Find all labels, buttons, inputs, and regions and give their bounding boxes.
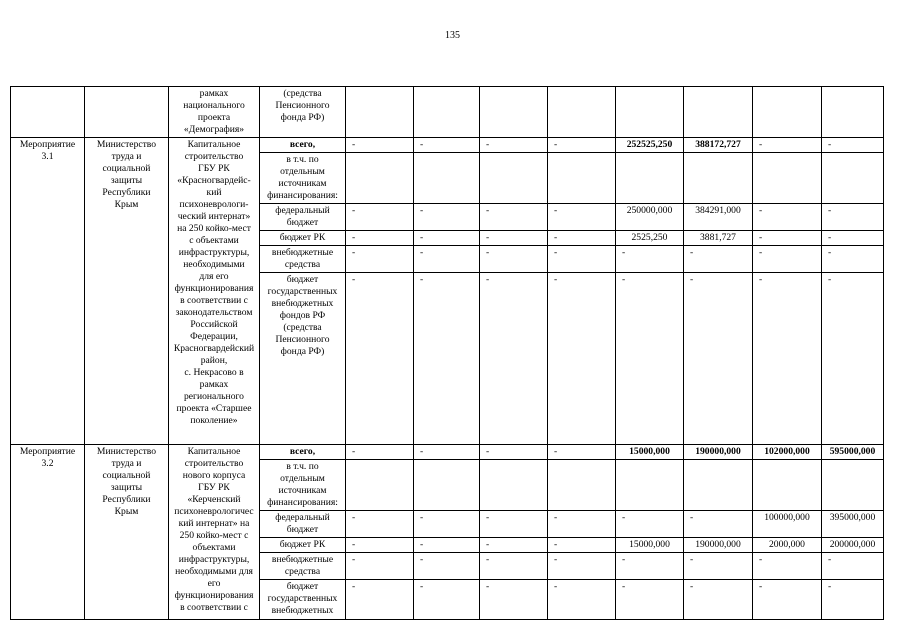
value-cell: -: [753, 273, 822, 445]
value-cell: 595000,000: [822, 445, 884, 460]
value-cell: -: [346, 204, 414, 231]
value-cell: -: [684, 273, 753, 445]
value-cell: -: [616, 580, 684, 620]
value-cell: [548, 460, 616, 511]
fund-source-cell: в т.ч. по отдельным источникам финансирования:: [260, 153, 346, 204]
fund-source-cell: внебюджетные средства: [260, 553, 346, 580]
value-cell: -: [346, 538, 414, 553]
value-cell: -: [753, 580, 822, 620]
value-cell: -: [548, 445, 616, 460]
value-cell: -: [414, 538, 480, 553]
measure-name-cell: Мероприятие 3.1: [11, 138, 85, 445]
value-cell: -: [822, 246, 884, 273]
value-cell: 15000,000: [616, 445, 684, 460]
value-cell: [346, 460, 414, 511]
value-cell: 190000,000: [684, 538, 753, 553]
description-cell: Капитальное строительство ГБУ РК «Красногвардейс- кий психоневрологи- ческий интернат» на 250 койко-мест с объектами инфраструктуры, необходимыми для его функционирования в соответствии с законодательством Российской Федерации, Красногвардейский район, с. Некрасово в рамках регионального проекта «Старшее поколение»: [169, 138, 260, 445]
value-cell: -: [346, 231, 414, 246]
value-cell: [753, 460, 822, 511]
value-cell: -: [616, 273, 684, 445]
value-cell: [480, 87, 548, 138]
value-cell: -: [414, 580, 480, 620]
value-cell: -: [480, 231, 548, 246]
value-cell: [414, 87, 480, 138]
value-cell: 100000,000: [753, 511, 822, 538]
executor-cell: Министерство труда и социальной защиты Республики Крым: [85, 445, 169, 620]
value-cell: [480, 153, 548, 204]
value-cell: [684, 87, 753, 138]
fund-source-cell: бюджет РК: [260, 538, 346, 553]
value-cell: [616, 460, 684, 511]
value-cell: -: [346, 511, 414, 538]
value-cell: [548, 87, 616, 138]
value-cell: -: [480, 273, 548, 445]
value-cell: 102000,000: [753, 445, 822, 460]
value-cell: -: [753, 246, 822, 273]
value-cell: [346, 87, 414, 138]
fund-source-cell: всего,: [260, 445, 346, 460]
value-cell: 384291,000: [684, 204, 753, 231]
value-cell: 2000,000: [753, 538, 822, 553]
value-cell: -: [414, 138, 480, 153]
value-cell: [480, 460, 548, 511]
executor-cell: [85, 87, 169, 138]
value-cell: 15000,000: [616, 538, 684, 553]
value-cell: 250000,000: [616, 204, 684, 231]
value-cell: -: [548, 231, 616, 246]
value-cell: -: [753, 204, 822, 231]
page-number: 135: [445, 30, 460, 41]
value-cell: [414, 460, 480, 511]
fund-source-cell: внебюджетные средства: [260, 246, 346, 273]
value-cell: -: [414, 273, 480, 445]
fund-source-cell: федеральный бюджет: [260, 511, 346, 538]
description-cell: рамках национального проекта «Демография»: [169, 87, 260, 138]
continuation-row: [11, 87, 884, 138]
fund-source-cell: в т.ч. по отдельным источникам финансирования:: [260, 460, 346, 511]
value-cell: 395000,000: [822, 511, 884, 538]
value-cell: 2525,250: [616, 231, 684, 246]
value-cell: -: [822, 138, 884, 153]
description-cell: Капитальное строительство нового корпуса ГБУ РК «Керченский психоневрологичес кий интернат» на 250 койко-мест с объектами инфраструктуры, необходимыми для его функционирования в соответствии с: [169, 445, 260, 620]
value-cell: 190000,000: [684, 445, 753, 460]
value-cell: -: [346, 445, 414, 460]
value-cell: -: [480, 511, 548, 538]
value-cell: -: [414, 204, 480, 231]
value-cell: -: [822, 580, 884, 620]
table-row: [11, 445, 884, 460]
value-cell: -: [616, 511, 684, 538]
value-cell: -: [616, 553, 684, 580]
value-cell: -: [414, 445, 480, 460]
value-cell: [822, 87, 884, 138]
fund-source-cell: бюджет государственных внебюджетных: [260, 580, 346, 620]
value-cell: -: [822, 553, 884, 580]
value-cell: [822, 153, 884, 204]
fund-source-cell: всего,: [260, 138, 346, 153]
value-cell: [684, 460, 753, 511]
value-cell: -: [480, 538, 548, 553]
value-cell: -: [753, 138, 822, 153]
value-cell: [822, 460, 884, 511]
value-cell: [548, 153, 616, 204]
value-cell: -: [548, 273, 616, 445]
value-cell: -: [822, 231, 884, 246]
value-cell: -: [684, 580, 753, 620]
value-cell: [616, 153, 684, 204]
value-cell: -: [548, 553, 616, 580]
value-cell: -: [684, 246, 753, 273]
value-cell: -: [548, 138, 616, 153]
table-row: [11, 138, 884, 153]
value-cell: -: [548, 580, 616, 620]
value-cell: [753, 153, 822, 204]
fund-source-cell: бюджет РК: [260, 231, 346, 246]
value-cell: -: [753, 231, 822, 246]
value-cell: -: [684, 553, 753, 580]
value-cell: -: [480, 138, 548, 153]
value-cell: -: [822, 273, 884, 445]
measure-cell: [11, 87, 85, 138]
value-cell: -: [480, 204, 548, 231]
value-cell: -: [822, 204, 884, 231]
value-cell: -: [346, 553, 414, 580]
value-cell: -: [346, 273, 414, 445]
value-cell: -: [414, 231, 480, 246]
value-cell: -: [480, 580, 548, 620]
value-cell: [346, 153, 414, 204]
value-cell: -: [548, 246, 616, 273]
fund-source-cell: (средства Пенсионного фонда РФ): [260, 87, 346, 138]
value-cell: -: [684, 511, 753, 538]
value-cell: -: [414, 246, 480, 273]
value-cell: -: [480, 246, 548, 273]
value-cell: -: [616, 246, 684, 273]
value-cell: -: [480, 553, 548, 580]
value-cell: 3881,727: [684, 231, 753, 246]
executor-cell: Министерство труда и социальной защиты Республики Крым: [85, 138, 169, 445]
value-cell: -: [346, 580, 414, 620]
value-cell: [753, 87, 822, 138]
value-cell: -: [414, 553, 480, 580]
value-cell: [414, 153, 480, 204]
value-cell: -: [346, 138, 414, 153]
value-cell: 388172,727: [684, 138, 753, 153]
value-cell: -: [346, 246, 414, 273]
value-cell: 252525,250: [616, 138, 684, 153]
measure-name-cell: Мероприятие 3.2: [11, 445, 85, 620]
value-cell: -: [548, 511, 616, 538]
value-cell: -: [548, 204, 616, 231]
value-cell: [684, 153, 753, 204]
fund-source-cell: федеральный бюджет: [260, 204, 346, 231]
value-cell: -: [753, 553, 822, 580]
value-cell: 200000,000: [822, 538, 884, 553]
value-cell: -: [548, 538, 616, 553]
value-cell: [616, 87, 684, 138]
fund-source-cell: бюджет государственных внебюджетных фондов РФ (средства Пенсионного фонда РФ): [260, 273, 346, 445]
value-cell: -: [414, 511, 480, 538]
value-cell: -: [480, 445, 548, 460]
budget-table: [10, 86, 884, 620]
